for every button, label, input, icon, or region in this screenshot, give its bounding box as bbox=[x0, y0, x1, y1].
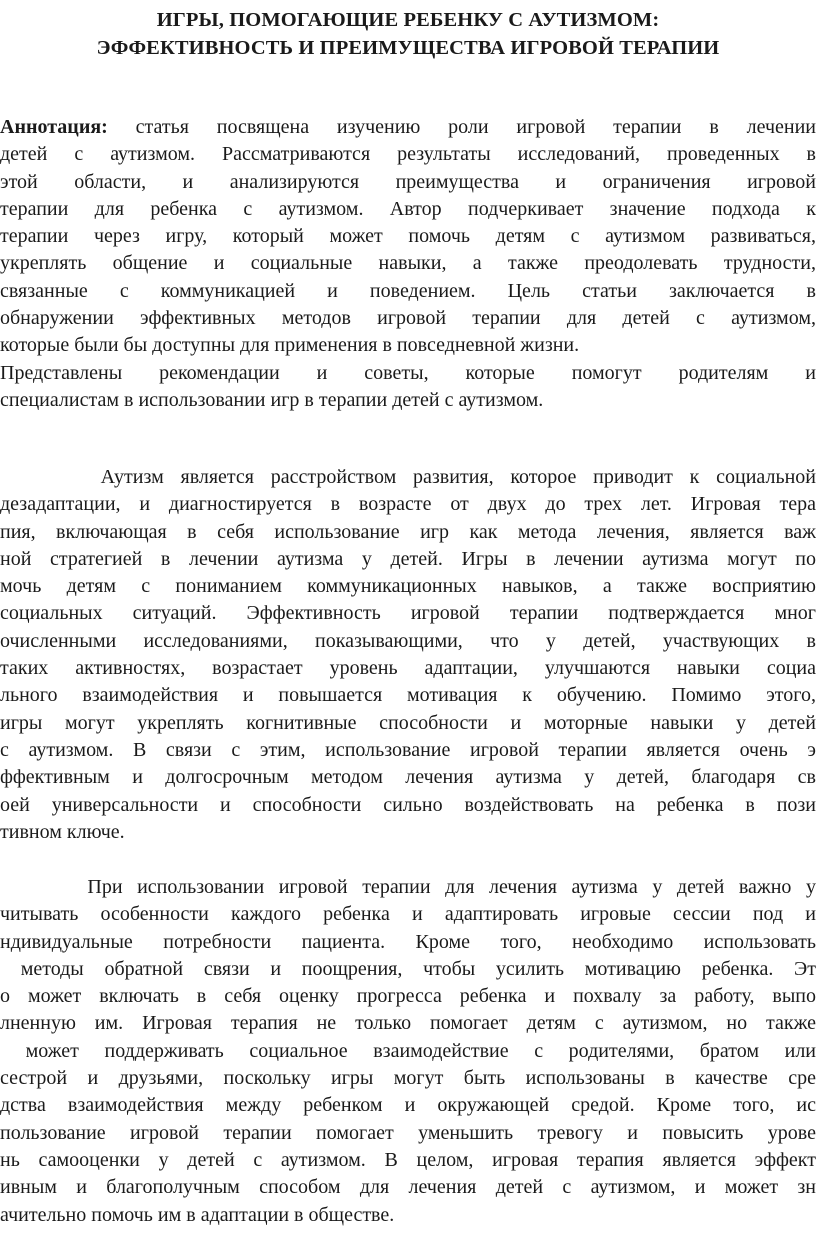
paragraph-line: При использовании игровой терапии для лечения аутизма у детей важно у bbox=[0, 876, 816, 898]
paragraph-line: пользование игровой терапии помогает уменьшить тревогу и повысить урове bbox=[0, 1121, 816, 1144]
abstract-line: этой области, и анализируются преимущества и ограничения игровой bbox=[0, 170, 816, 193]
abstract-section bbox=[0, 114, 816, 414]
abstract-line: терапии для ребенка с аутизмом. Автор подчеркивает значение подхода к bbox=[0, 197, 816, 220]
abstract-line: детей с аутизмом. Рассматриваются результаты исследований, проведенных в bbox=[0, 143, 816, 166]
abstract-label: Аннотация: bbox=[0, 116, 108, 138]
abstract-line: Представлены рекомендации и советы, которые помогут родителям и bbox=[0, 361, 816, 384]
paragraph-line: может поддерживать социальное взаимодействие с родителями, братом или bbox=[0, 1039, 816, 1062]
paragraph-line: ачительно помочь им в адаптации в обществе. bbox=[0, 1203, 395, 1226]
paragraph-line: льного взаимодействия и повышается мотивация к обучению. Помимо этого, bbox=[0, 684, 816, 707]
abstract-first-line bbox=[0, 114, 816, 141]
paragraph-line: тивном ключе. bbox=[0, 820, 125, 843]
paragraph-line: ивным и благополучным способом для лечения детей с аутизмом, и может зн bbox=[0, 1176, 816, 1199]
paragraph-line: методы обратной связи и поощрения, чтобы усилить мотивацию ребенка. Эт bbox=[0, 957, 816, 980]
paragraph-line: сестрой и друзьями, поскольку игры могут быть использованы в качестве сре bbox=[0, 1067, 816, 1090]
title-line-1: ИГРЫ, ПОМОГАЮЩИЕ РЕБЕНКУ С АУТИЗМОМ: bbox=[156, 9, 660, 31]
paragraph-line: дезадаптации, и диагностируется в возрасте от двух до трех лет. Игровая тера bbox=[0, 493, 816, 516]
paragraph-line: оей универсальности и способности сильно воздействовать на ребенка в пози bbox=[0, 793, 816, 816]
abstract-line: укреплять общение и социальные навыки, а также преодолевать трудности, bbox=[0, 252, 816, 275]
page-title bbox=[0, 6, 816, 62]
abstract-line: терапии через игру, который может помочь детям с аутизмом развиваться, bbox=[0, 225, 816, 248]
body-paragraph-2 bbox=[0, 874, 816, 1229]
paragraph-line: пия, включающая в себя использование игр как метода лечения, является важ bbox=[0, 520, 816, 543]
paragraph-line: ндивидуальные потребности пациента. Кроме того, необходимо использовать bbox=[0, 930, 816, 953]
paragraph-line: очисленными исследованиями, показывающими, что у детей, участвующих в bbox=[0, 629, 816, 652]
abstract-line: связанные с коммуникацией и поведением. Цель статьи заключается в bbox=[0, 279, 816, 302]
paragraph-line: мочь детям с пониманием коммуникационных навыков, а также восприятию bbox=[0, 575, 816, 598]
paragraph-line: читывать особенности каждого ребенка и адаптировать игровые сессии под и bbox=[0, 903, 816, 926]
abstract-line: специалистам в использовании игр в терапии детей с аутизмом. bbox=[0, 388, 544, 411]
paragraph-line: игры могут укреплять когнитивные способности и моторные навыки у детей bbox=[0, 711, 816, 734]
paragraph-line: ффективным и долгосрочным методом лечения аутизма у детей, благодаря св bbox=[0, 766, 816, 789]
paragraph-line: лненную им. Игровая терапия не только помогает детям с аутизмом, но также bbox=[0, 1012, 816, 1035]
paragraph-line: с аутизмом. В связи с этим, использование игровой терапии является очень э bbox=[0, 738, 816, 761]
abstract-line: которые были бы доступны для применения в повседневной жизни. bbox=[0, 334, 580, 357]
paragraph-line: дства взаимодействия между ребенком и окружающей средой. Кроме того, ис bbox=[0, 1094, 816, 1117]
paragraph-line: о может включать в себя оценку прогресса ребенка и похвалу за работу, выпо bbox=[0, 985, 816, 1008]
abstract-line: обнаружении эффективных методов игровой терапии для детей с аутизмом, bbox=[0, 307, 816, 330]
paragraph-line: социальных ситуаций. Эффективность игровой терапии подтверждается мног bbox=[0, 602, 816, 625]
body-paragraph-1 bbox=[0, 464, 816, 846]
abstract-line: статья посвящена изучению роли игровой терапии в лечении bbox=[107, 116, 816, 138]
paragraph-line: нь самооценки у детей с аутизмом. В целом, игровая терапия является эффект bbox=[0, 1148, 816, 1171]
title-line-2: ЭФФЕКТИВНОСТЬ И ПРЕИМУЩЕСТВА ИГРОВОЙ ТЕРАПИИ bbox=[96, 37, 720, 59]
paragraph-line: ной стратегией в лечении аутизма у детей. Игры в лечении аутизма могут по bbox=[0, 547, 816, 570]
paragraph-line: Аутизм является расстройством развития, которое приводит к социальной bbox=[0, 466, 816, 488]
paragraph-line: таких активностях, возрастает уровень адаптации, улучшаются навыки социа bbox=[0, 657, 816, 680]
